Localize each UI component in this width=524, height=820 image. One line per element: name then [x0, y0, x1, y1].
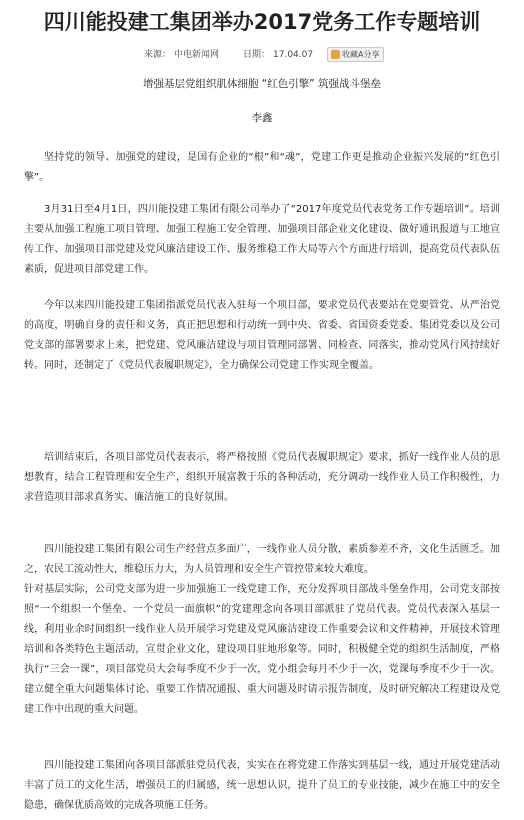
paragraph-block [24, 540, 500, 720]
paragraph: 针对基层实际，公司党支部为进一步加强施工一线党建工作，充分发挥项目部战斗堡垒作用，公司党支部按照“一个组织一个堡垒、一个党员一面旗帜”的党建理念向各项目部派驻了党员代表。党员代表深入基层一线，利用业余时间组织一线作业人员开展学习党建及党风廉洁建设工作重要会议和文件精神，开展技术管理培训和各类特色主题活动，宣贯企业文化，建设项目驻地形象等。同时，积极健全党的组织生活制度，严格执行“三会一课”，项目部党员大会每季度不少于一次，党小组会每月不少于一次，党课每季度不少于一次。建立健全重大问题集体讨论、重要工作情况通报、重大问题及时请示报告制度，及时研究解决工程建设及党建工作中出现的重大问题。 [24, 584, 500, 715]
paragraph: 培训结束后，各项目部党员代表表示，将严格按照《党员代表履职规定》要求，抓好一线作业人员的思想教育，结合工程管理和安全生产，组织开展富教于乐的各种活动，充分调动一线作业人员工作积极性，力求营造项目部求真务实、廉洁施工的良好氛围。 [24, 452, 500, 503]
paragraph: 坚持党的领导、加强党的建设，是国有企业的“根”和“魂”，党建工作更是推动企业振兴发展的“红色引擎”。 [24, 152, 500, 183]
favorite-share-label: 收藏A分享 [342, 50, 380, 59]
paragraph: 四川能投建工集团有限公司生产经营点多面广，一线作业人员分散，素质参差不齐，文化生活匮乏。加之，农民工流动性大，维稳压力大，为人员管理和安全生产管控带来较大难度。 [24, 544, 500, 575]
article-meta [0, 47, 524, 63]
paragraph: 3月31日至4月1日，四川能投建工集团有限公司举办了“2017年度党员代表党务工作专题培训”。培训主要从加强工程施工项目管理、加强工程施工安全管理、加强项目部企业文化建设、做好通讯报道与工地宣传工作、加强项目部党建及党风廉洁建设工作、服务维稳工作大局等六个方面进行培训，提高党员代表队伍素质，促进项目部党建工作。 [24, 204, 500, 275]
article-title: 四川能投建工集团举办2017党务工作专题培训 [43, 10, 481, 34]
source-value: 中电新闻网 [174, 50, 220, 60]
bookmark-icon [331, 50, 340, 59]
article-subtitle: 增强基层党组织肌体细胞 “红色引擎” 筑强战斗堡垒 [142, 78, 382, 90]
article-author: 李鑫 [251, 112, 273, 124]
date-value: 17.04.07 [273, 50, 314, 60]
paragraph: 四川能投建工集团向各项目部派驻党员代表，实实在在将党建工作落实到基层一线，通过开展党建活动丰富了员工的文化生活，增强员工的归属感，统一思想认识，提升了员工的专业技能，减少在施工中的安全隐患，确保优质高效的完成各项施工任务。 [24, 760, 500, 811]
source-label: 来源： [144, 50, 172, 60]
paragraph: 今年以来四川能投建工集团指派党员代表入驻每一个项目部，要求党员代表要站在党要管党、从严治党的高度，明确自身的责任和义务，真正把思想和行动统一到中央、省委、省国资委党委、集团党委以及公司党支部的部署要求上来，把党建、党风廉洁建设与项目管理同部署、同检查、同落实，推动党风行风持续好转。同时，还制定了《党员代表履职规定》，全力确保公司党建工作实现全覆盖。 [24, 300, 500, 371]
date-label: 日期： [243, 50, 271, 60]
favorite-share-button[interactable] [327, 47, 384, 62]
